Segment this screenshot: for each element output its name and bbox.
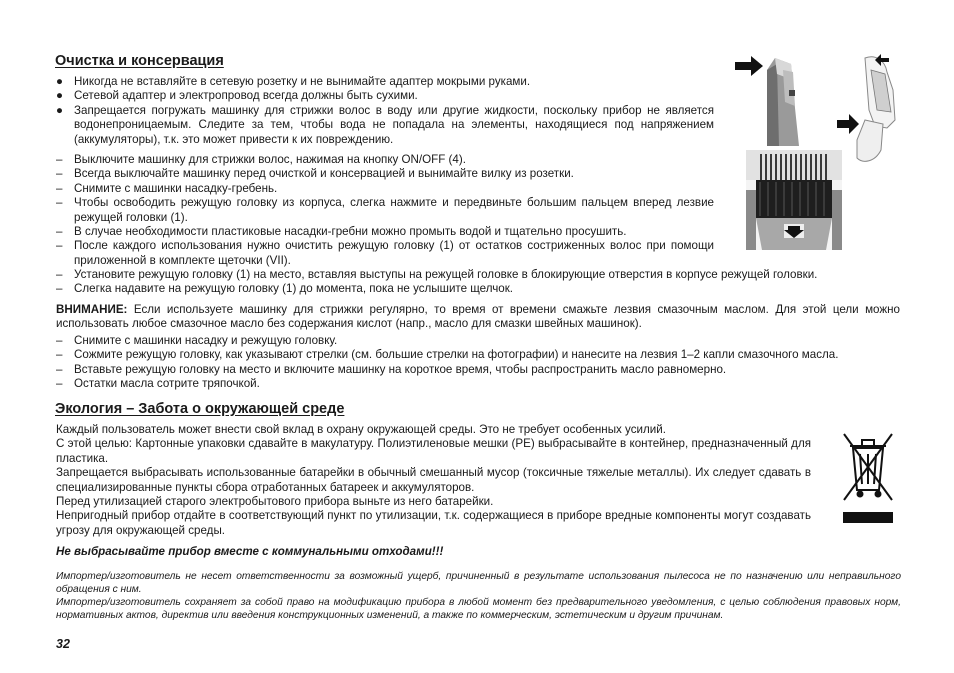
list-item: – Слегка надавите на режущую головку (1) до момента, пока не услышите щелчок. [56,282,514,296]
attention-paragraph: ВНИМАНИЕ: Если используете машинку для стрижки регулярно, то время от времени смажьте лезвия смазочным маслом. Для этой цели можно использовать любое смазочное масло без содержания кислот (напр., масло для смазки швейных машинок). [56,303,900,331]
clipper-head-arrows-photo [733,50,833,150]
list-item: – Снимите с машинки насадку и режущую головку. [56,334,338,347]
list-item: – Остатки масла сотрите тряпочкой. [56,377,260,391]
list-item: – После каждого использования нужно очистить режущую головку (1) от остатков состриженных волос при помощи приложенной в комплекте щеточки (VII). [56,239,714,267]
paragraph: Перед утилизацией старого электробытового прибора выньте из него батарейки. [56,495,494,509]
crossed-out-wheelie-bin-icon [838,428,898,508]
oiling-steps-list [56,334,906,392]
paragraph: Непригодный прибор отдайте в соответствующий пункт по утилизации, т.к. содержащиеся в приборе вредные компоненты могут создавать угрозу для окружающей среды. [56,509,811,537]
section-title-cleaning: Очистка и консервация [55,53,224,69]
paragraph: Каждый пользователь может внести свой вклад в охрану окружающей среды. Это не требует особенных усилий. [56,423,666,436]
paragraph: С этой целью: Картонные упаковки сдавайте в макулатуру. Полиэтиленовые мешки (PE) выбрасывайте в контейнер, предназначенный для пластика. [56,437,811,465]
list-item: – Снимите с машинки насадку-гребень. [56,181,278,195]
cutting-head-fingers-photo [835,50,905,170]
page-number: 32 [56,637,70,651]
steps-list [56,153,714,268]
list-item: – Установите режущую головку (1) на место, вставляя выступы на режущей головке в блокирующие отверстия в корпусе режущей головки. [56,268,818,281]
list-item: – Всегда выключайте машинку перед очисткой и консервацией и вынимайте вилку из розетки. [56,167,574,181]
list-item: – Сожмите режущую головку, как указывают стрелки (см. большие стрелки на фотографии) и нанесите на лезвия 1–2 капли смазочного масла. [56,348,839,362]
attention-label: ВНИМАНИЕ: [56,303,128,316]
list-item: – Чтобы освободить режущую головку из корпуса, слегка нажмите и передвиньте большим пальцем вперед лезвие режущей головки (1). [56,196,714,224]
weee-black-bar [843,512,893,523]
list-item: ● Запрещается погружать машинку для стрижки волос в воду или другие жидкости, поскольку прибор не является водонепроницаемым. Следите за тем, чтобы вода не попадала на элементы, находящиеся под напряжением (аккумуляторы), т.к. это может привести к их повреждению. [56,103,714,146]
clipper-blade-closeup-photo [746,150,842,250]
disposal-warning: Не выбрасывайте прибор вместе с коммунальными отходами!!! [56,545,444,558]
disclaimer-1: Импортер/изготовитель не несет ответственности за возможный ущерб, причиненный в результате использования пылесоса не по назначению или неправильного обращения с ним. [56,571,901,596]
list-item: ● Сетевой адаптер и электропровод всегда должны быть сухими. [56,89,418,103]
list-item: – В случае необходимости пластиковые насадки-гребни можно промыть водой и тщательно просушить. [56,225,627,239]
steps-list-wide [56,268,906,297]
ecology-text [56,423,811,538]
bullet-list [56,75,714,147]
list-item: ● Никогда не вставляйте в сетевую розетку и не вынимайте адаптер мокрыми руками. [56,75,531,88]
section-title-ecology: Экология – Забота о окружающей среде [55,401,345,417]
list-item: – Вставьте режущую головку на место и включите машинку на короткое время, чтобы распространить масло равномерно. [56,362,727,376]
list-item: – Выключите машинку для стрижки волос, нажимая на кнопку ON/OFF (4). [56,153,466,166]
disclaimer-2: Импортер/изготовитель сохраняет за собой право на модификацию прибора в любой момент без предварительного уведомления, с целью соблюдения правовых норм, нормативных актов, директив или введения конструкционных изменений, а также по коммерческим, эстетическим и другим причинам. [56,597,901,622]
paragraph: Запрещается выбрасывать использованные батарейки в обычный смешанный мусор (токсичные тяжелые металлы). Их следует сдавать в специализированные пункты сбора отработанных батареек и аккумуляторов. [56,466,811,494]
